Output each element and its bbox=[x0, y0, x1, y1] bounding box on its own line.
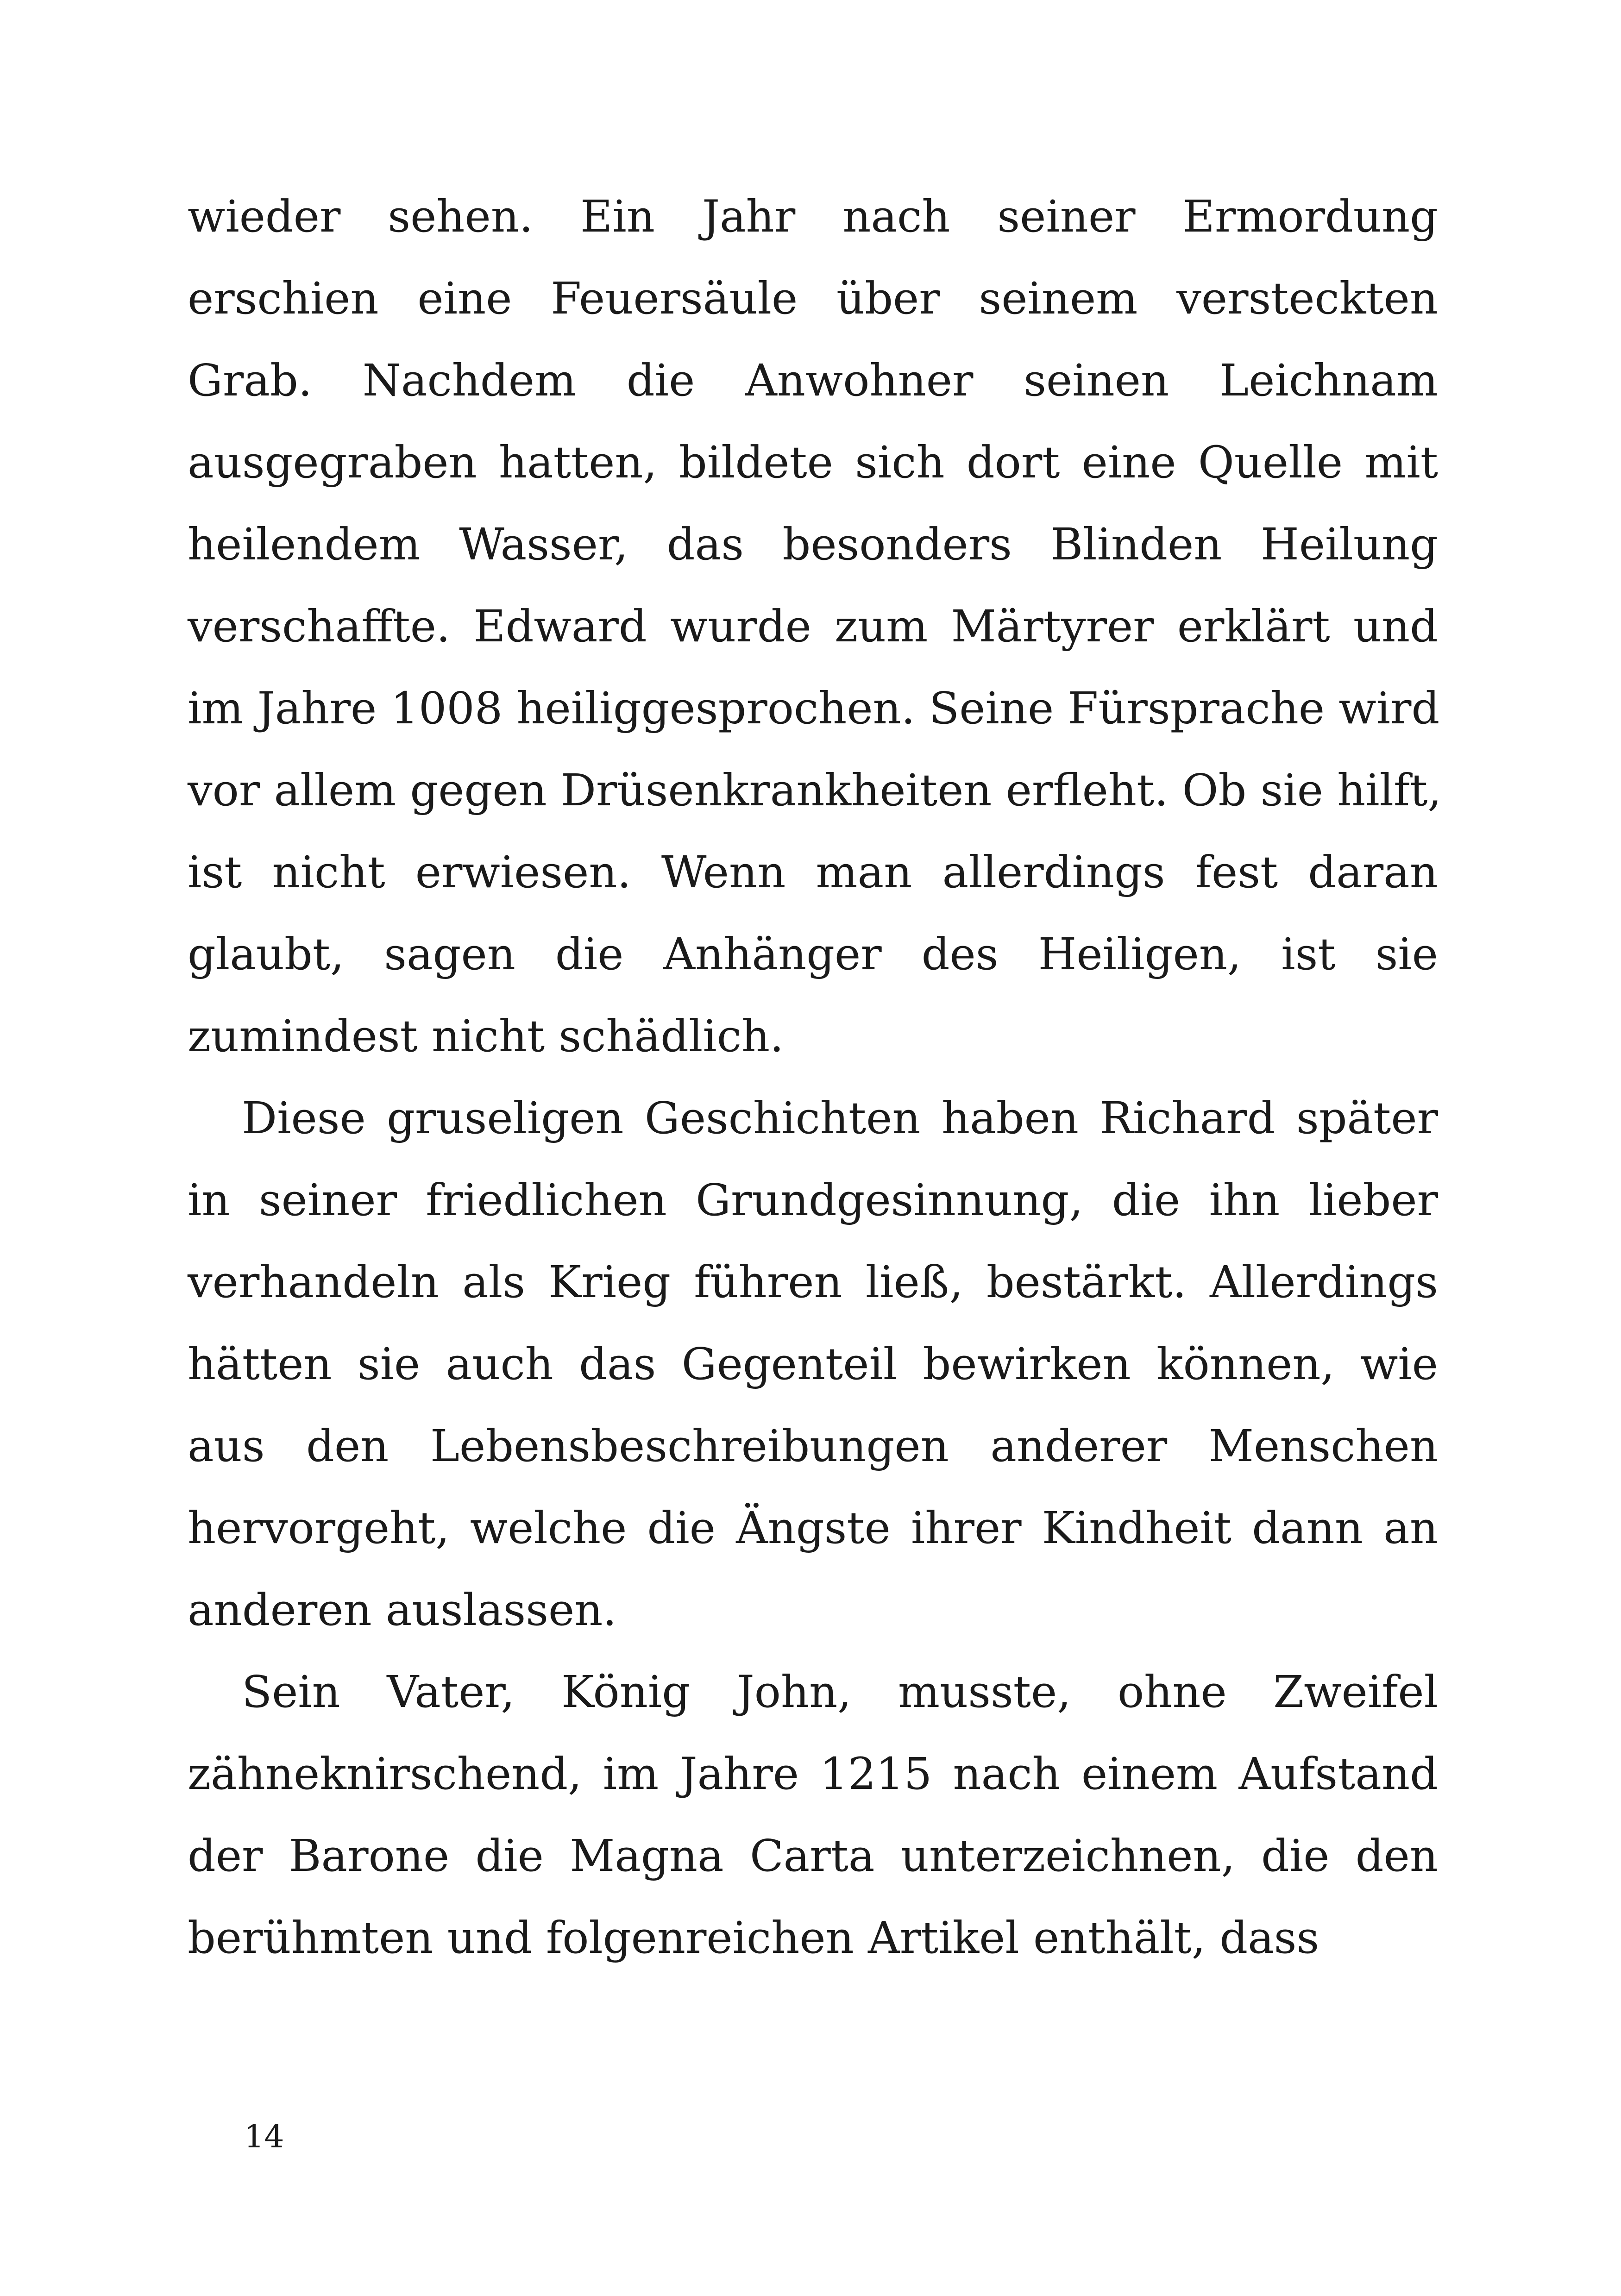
text-line: im Jahre 1008 heiliggesprochen. Seine Fürsprache wird bbox=[188, 683, 1440, 734]
page-number: 14 bbox=[244, 2119, 284, 2155]
text-line: vor allem gegen Drüsenkrankheiten erfleht. Ob sie hilft, bbox=[188, 765, 1442, 816]
text-line: zumindest nicht schädlich. bbox=[188, 1011, 784, 1062]
paragraph-3 bbox=[188, 1651, 1438, 1979]
text-line: glaubt, sagen die Anhänger des Heiligen, ist sie bbox=[188, 929, 1438, 980]
text-line: der Barone die Magna Carta unterzeichnen, die den bbox=[188, 1831, 1438, 1882]
text-line: in seiner friedlichen Grundgesinnung, die ihn lieber bbox=[188, 1175, 1438, 1226]
body-text bbox=[188, 176, 1442, 1979]
text-line: ist nicht erwiesen. Wenn man allerdings fest daran bbox=[188, 847, 1438, 898]
text-line: aus den Lebensbeschreibungen anderer Menschen bbox=[188, 1421, 1438, 1472]
text-line: zähneknirschend, im Jahre 1215 nach einem Aufstand bbox=[188, 1749, 1438, 1800]
text-line: verschaffte. Edward wurde zum Märtyrer erklärt und bbox=[188, 601, 1438, 652]
text-line: hervorgeht, welche die Ängste ihrer Kindheit dann an bbox=[188, 1503, 1438, 1554]
text-line: berühmten und folgenreichen Artikel enthält, dass bbox=[188, 1913, 1319, 1964]
text-line: heilendem Wasser, das besonders Blinden Heilung bbox=[188, 519, 1438, 570]
paragraph-2 bbox=[188, 1078, 1438, 1651]
text-line: hätten sie auch das Gegenteil bewirken können, wie bbox=[188, 1339, 1438, 1390]
text-line: Sein Vater, König John, musste, ohne Zweifel bbox=[242, 1667, 1438, 1718]
text-line: anderen auslassen. bbox=[188, 1585, 617, 1636]
text-line: verhandeln als Krieg führen ließ, bestärkt. Allerdings bbox=[188, 1257, 1438, 1308]
text-line: Grab. Nachdem die Anwohner seinen Leichnam bbox=[188, 355, 1438, 406]
text-line: wieder sehen. Ein Jahr nach seiner Ermordung bbox=[188, 191, 1438, 242]
text-line: ausgegraben hatten, bildete sich dort eine Quelle mit bbox=[188, 437, 1438, 488]
text-line: Diese gruseligen Geschichten haben Richard später bbox=[242, 1093, 1438, 1144]
text-line: erschien eine Feuersäule über seinem versteckten bbox=[188, 273, 1438, 324]
paragraph-1 bbox=[188, 176, 1442, 1078]
